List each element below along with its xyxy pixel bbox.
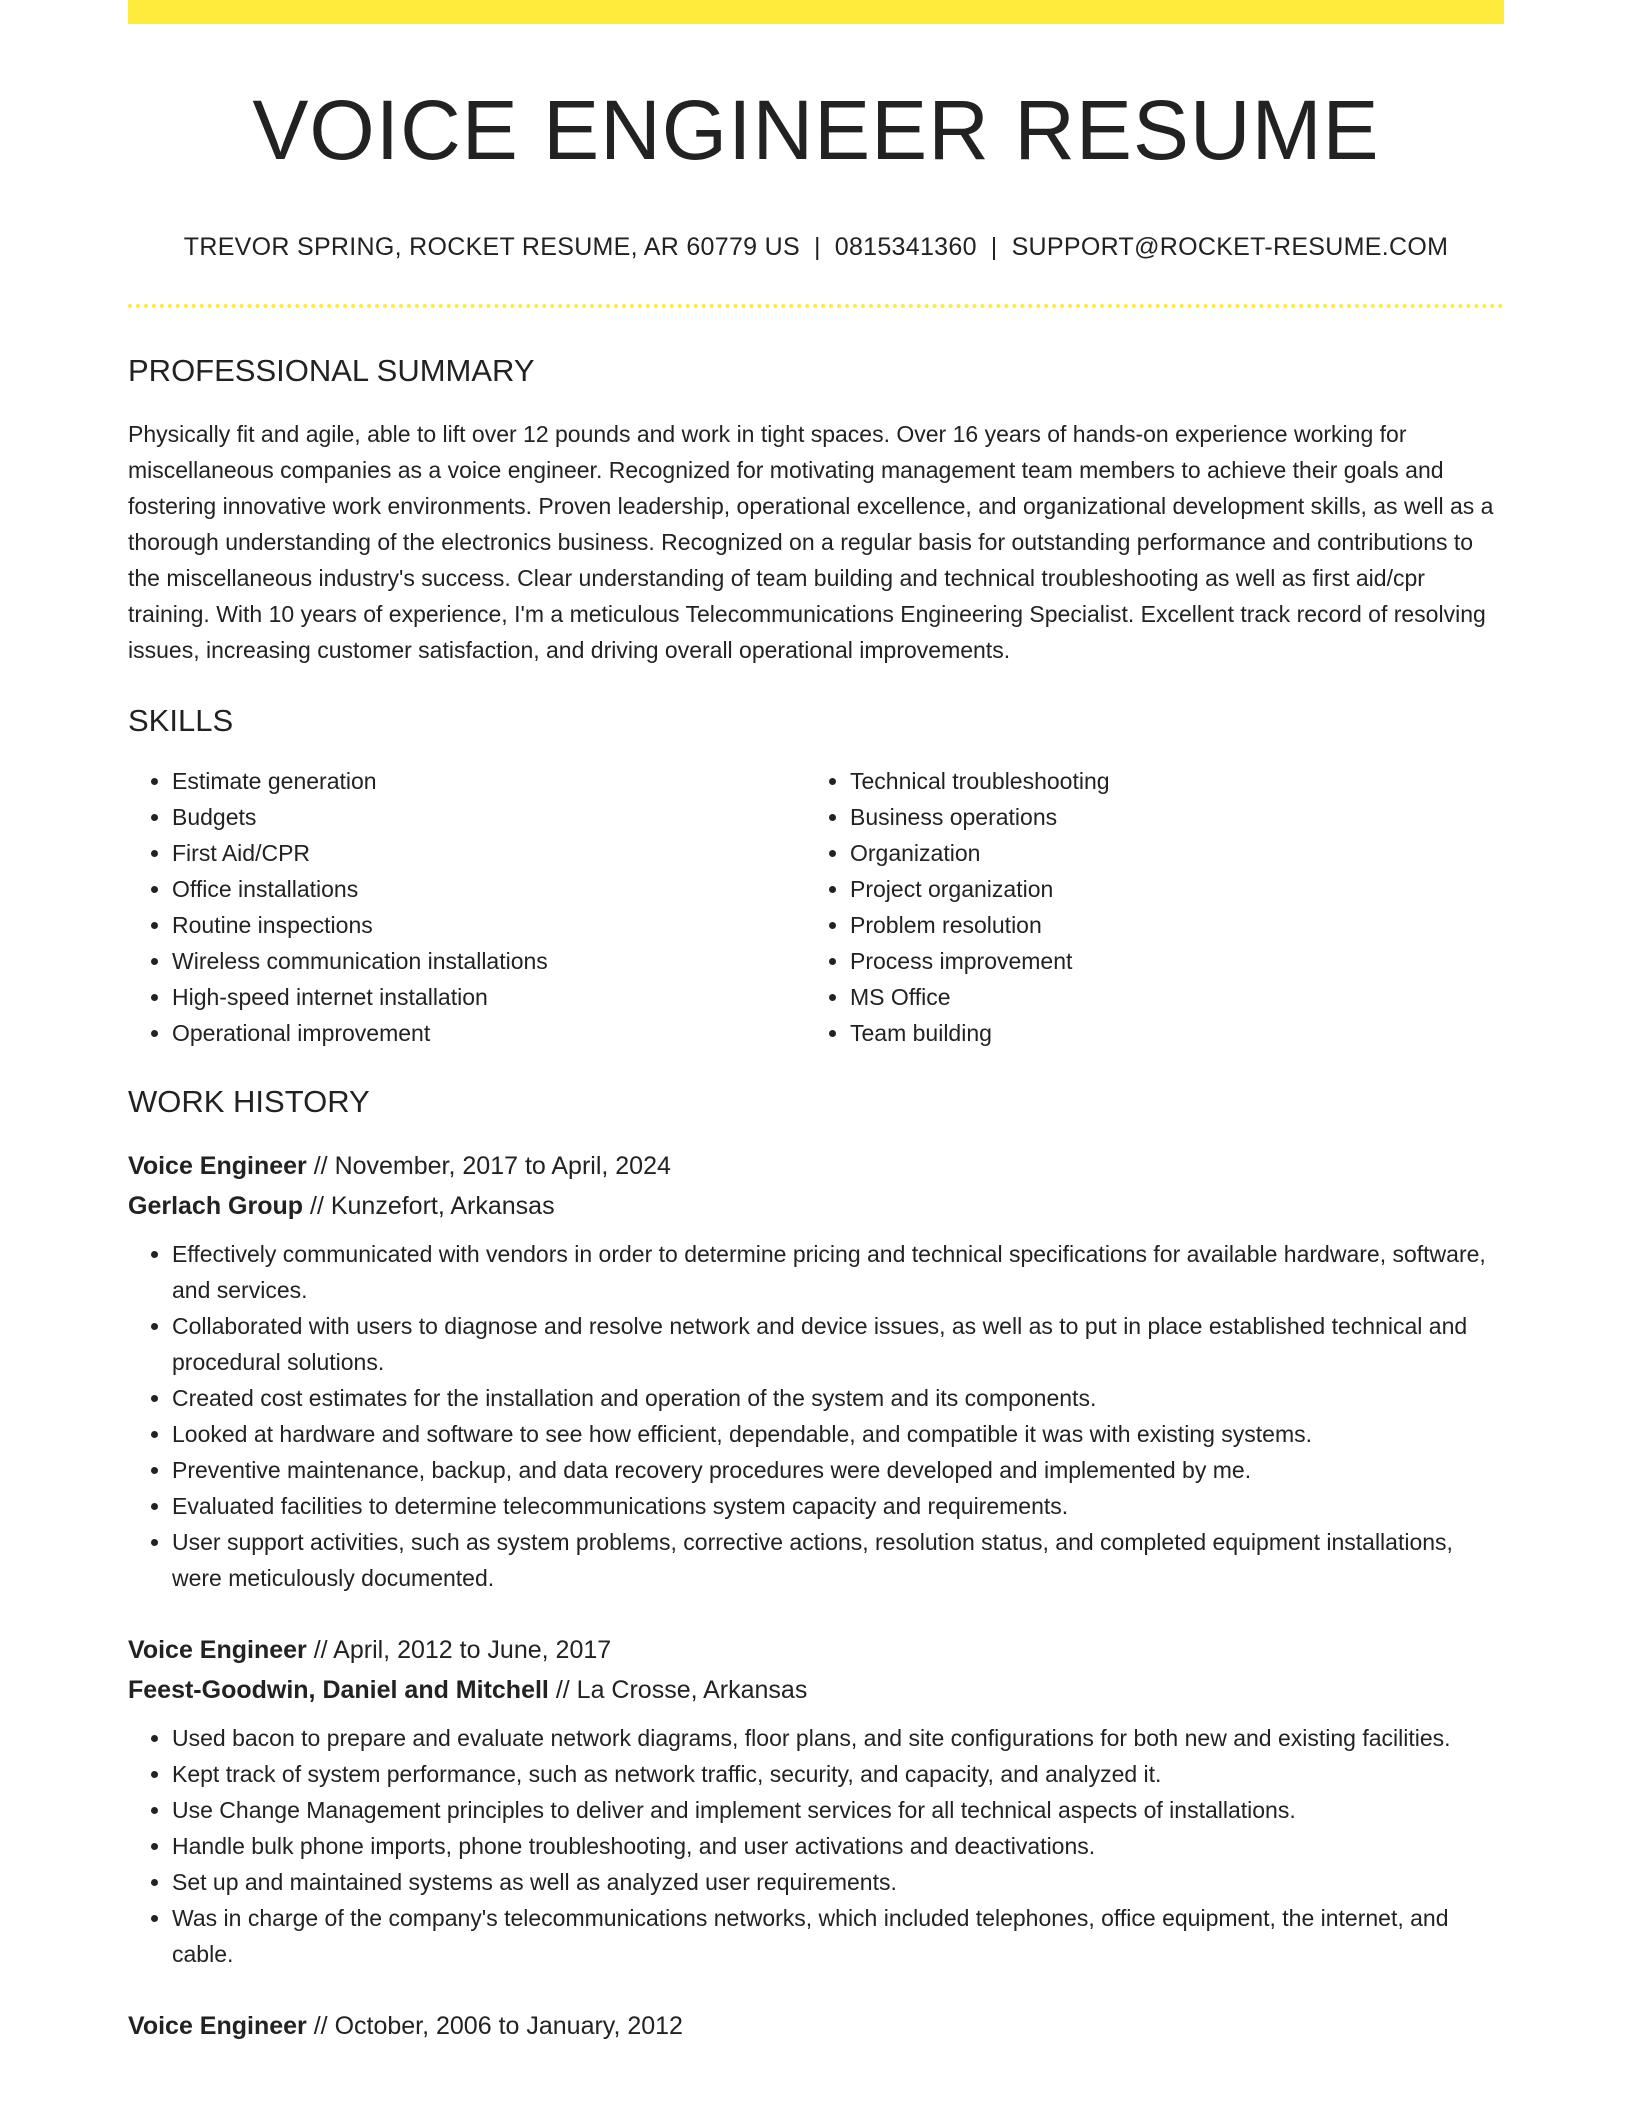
job-title-line <box>128 2006 1504 2046</box>
skill-item: • Problem resolution <box>850 907 1484 943</box>
job-bullet: • Created cost estimates for the installation and operation of the system and its components. <box>172 1380 1504 1416</box>
skill-item: • Technical troubleshooting <box>850 763 1484 799</box>
skill-item: • Project organization <box>850 871 1484 907</box>
job-entry <box>128 1630 1504 1972</box>
job-location: La Crosse, Arkansas <box>576 1675 808 1704</box>
summary-text: Physically fit and agile, able to lift over 12 pounds and work in tight spaces. Over 16 years of hands-on experience working for miscellaneous companies as a voice engineer. Recognized for motivating management team members to achieve their goals and fostering innovative work environments. Proven leadership, operational excellence, and organizational development skills, as well as a thorough understanding of the electronics business. Recognized on a regular basis for outstanding performance and contributions to the miscellaneous industry's success. Clear understanding of team building and technical troubleshooting as well as first aid/cpr training. With 10 years of experience, I'm a meticulous Telecommunications Engineering Specialist. Excellent track record of resolving issues, increasing customer satisfaction, and driving overall operational improvements. <box>128 420 1494 663</box>
skills-list-left <box>128 763 806 1051</box>
job-bullet: • Effectively communicated with vendors in order to determine pricing and technical specifications for available hardware, software, and services. <box>172 1236 1504 1308</box>
job-company-line <box>128 1186 1504 1226</box>
job-title-line <box>128 1146 1504 1186</box>
job-bullet: • Was in charge of the company's telecommunications networks, which included telephones, office equipment, the internet, and cable. <box>172 1900 1504 1972</box>
job-bullet: • Use Change Management principles to deliver and implement services for all technical aspects of installations. <box>172 1792 1504 1828</box>
job-separator: // <box>306 1151 335 1180</box>
job-bullet: • Evaluated facilities to determine telecommunications system capacity and requirements. <box>172 1488 1504 1524</box>
job-bullet: • User support activities, such as system problems, corrective actions, resolution status, and completed equipment installations, were meticulously documented. <box>172 1524 1504 1596</box>
skill-item: • Process improvement <box>850 943 1484 979</box>
job-entry <box>128 2006 1504 2046</box>
contact-line <box>128 232 1504 262</box>
job-company-line <box>128 1670 1504 1710</box>
job-bullet: • Handle bulk phone imports, phone troubleshooting, and user activations and deactivations. <box>172 1828 1504 1864</box>
skills-list-right <box>806 763 1484 1051</box>
resume-page <box>128 0 1504 2046</box>
summary-heading: PROFESSIONAL SUMMARY <box>128 353 535 389</box>
job-entry <box>128 1146 1504 1596</box>
job-dates: October, 2006 to January, 2012 <box>334 2011 683 2040</box>
skill-item: • Organization <box>850 835 1484 871</box>
skill-item: • Office installations <box>172 871 806 907</box>
job-company: Feest-Goodwin, Daniel and Mitchell <box>128 1675 549 1704</box>
skill-item: • Operational improvement <box>172 1015 806 1051</box>
skills-columns <box>128 763 1504 1051</box>
job-bullet: • Used bacon to prepare and evaluate network diagrams, floor plans, and site configurations for both new and existing facilities. <box>172 1720 1504 1756</box>
top-accent-bar <box>128 0 1504 24</box>
skill-item: • Routine inspections <box>172 907 806 943</box>
job-location: Kunzefort, Arkansas <box>330 1191 555 1220</box>
job-separator: // <box>306 2011 335 2040</box>
job-bullet: • Kept track of system performance, such as network traffic, security, and capacity, and analyzed it. <box>172 1756 1504 1792</box>
resume-title: VOICE ENGINEER RESUME <box>252 83 1380 177</box>
skill-item: • Budgets <box>172 799 806 835</box>
job-bullet: • Preventive maintenance, backup, and data recovery procedures were developed and implemented by me. <box>172 1452 1504 1488</box>
contact-phone: 0815341360 <box>834 233 977 262</box>
skill-item: • Estimate generation <box>172 763 806 799</box>
work-history-heading: WORK HISTORY <box>128 1083 370 1119</box>
job-dates: April, 2012 to June, 2017 <box>333 1635 612 1664</box>
skill-item: • Business operations <box>850 799 1484 835</box>
skill-item: • Team building <box>850 1015 1484 1051</box>
job-bullets <box>128 1236 1504 1596</box>
contact-email: SUPPORT@ROCKET-RESUME.COM <box>1011 233 1449 262</box>
skill-item: • Wireless communication installations <box>172 943 806 979</box>
job-bullet: • Collaborated with users to diagnose and resolve network and device issues, as well as to put in place established technical and procedural solutions. <box>172 1308 1504 1380</box>
skill-item: • First Aid/CPR <box>172 835 806 871</box>
job-title: Voice Engineer <box>128 1151 307 1180</box>
job-separator: // <box>548 1675 577 1704</box>
job-title: Voice Engineer <box>128 1635 307 1664</box>
dotted-divider <box>128 304 1504 308</box>
job-bullet: • Looked at hardware and software to see how efficient, dependable, and compatible it was with existing systems. <box>172 1416 1504 1452</box>
contact-separator: | <box>813 233 821 262</box>
job-separator: // <box>306 1635 334 1664</box>
job-title: Voice Engineer <box>128 2011 307 2040</box>
skills-heading: SKILLS <box>128 702 234 738</box>
job-company: Gerlach Group <box>128 1191 304 1220</box>
job-bullets <box>128 1720 1504 1972</box>
job-separator: // <box>303 1191 331 1220</box>
contact-address: TREVOR SPRING, ROCKET RESUME, AR 60779 US <box>183 233 800 262</box>
job-dates: November, 2017 to April, 2024 <box>334 1151 671 1180</box>
skill-item: • MS Office <box>850 979 1484 1015</box>
job-bullet: • Set up and maintained systems as well as analyzed user requirements. <box>172 1864 1504 1900</box>
contact-separator: | <box>990 233 998 262</box>
skill-item: • High-speed internet installation <box>172 979 806 1015</box>
job-title-line <box>128 1630 1504 1670</box>
